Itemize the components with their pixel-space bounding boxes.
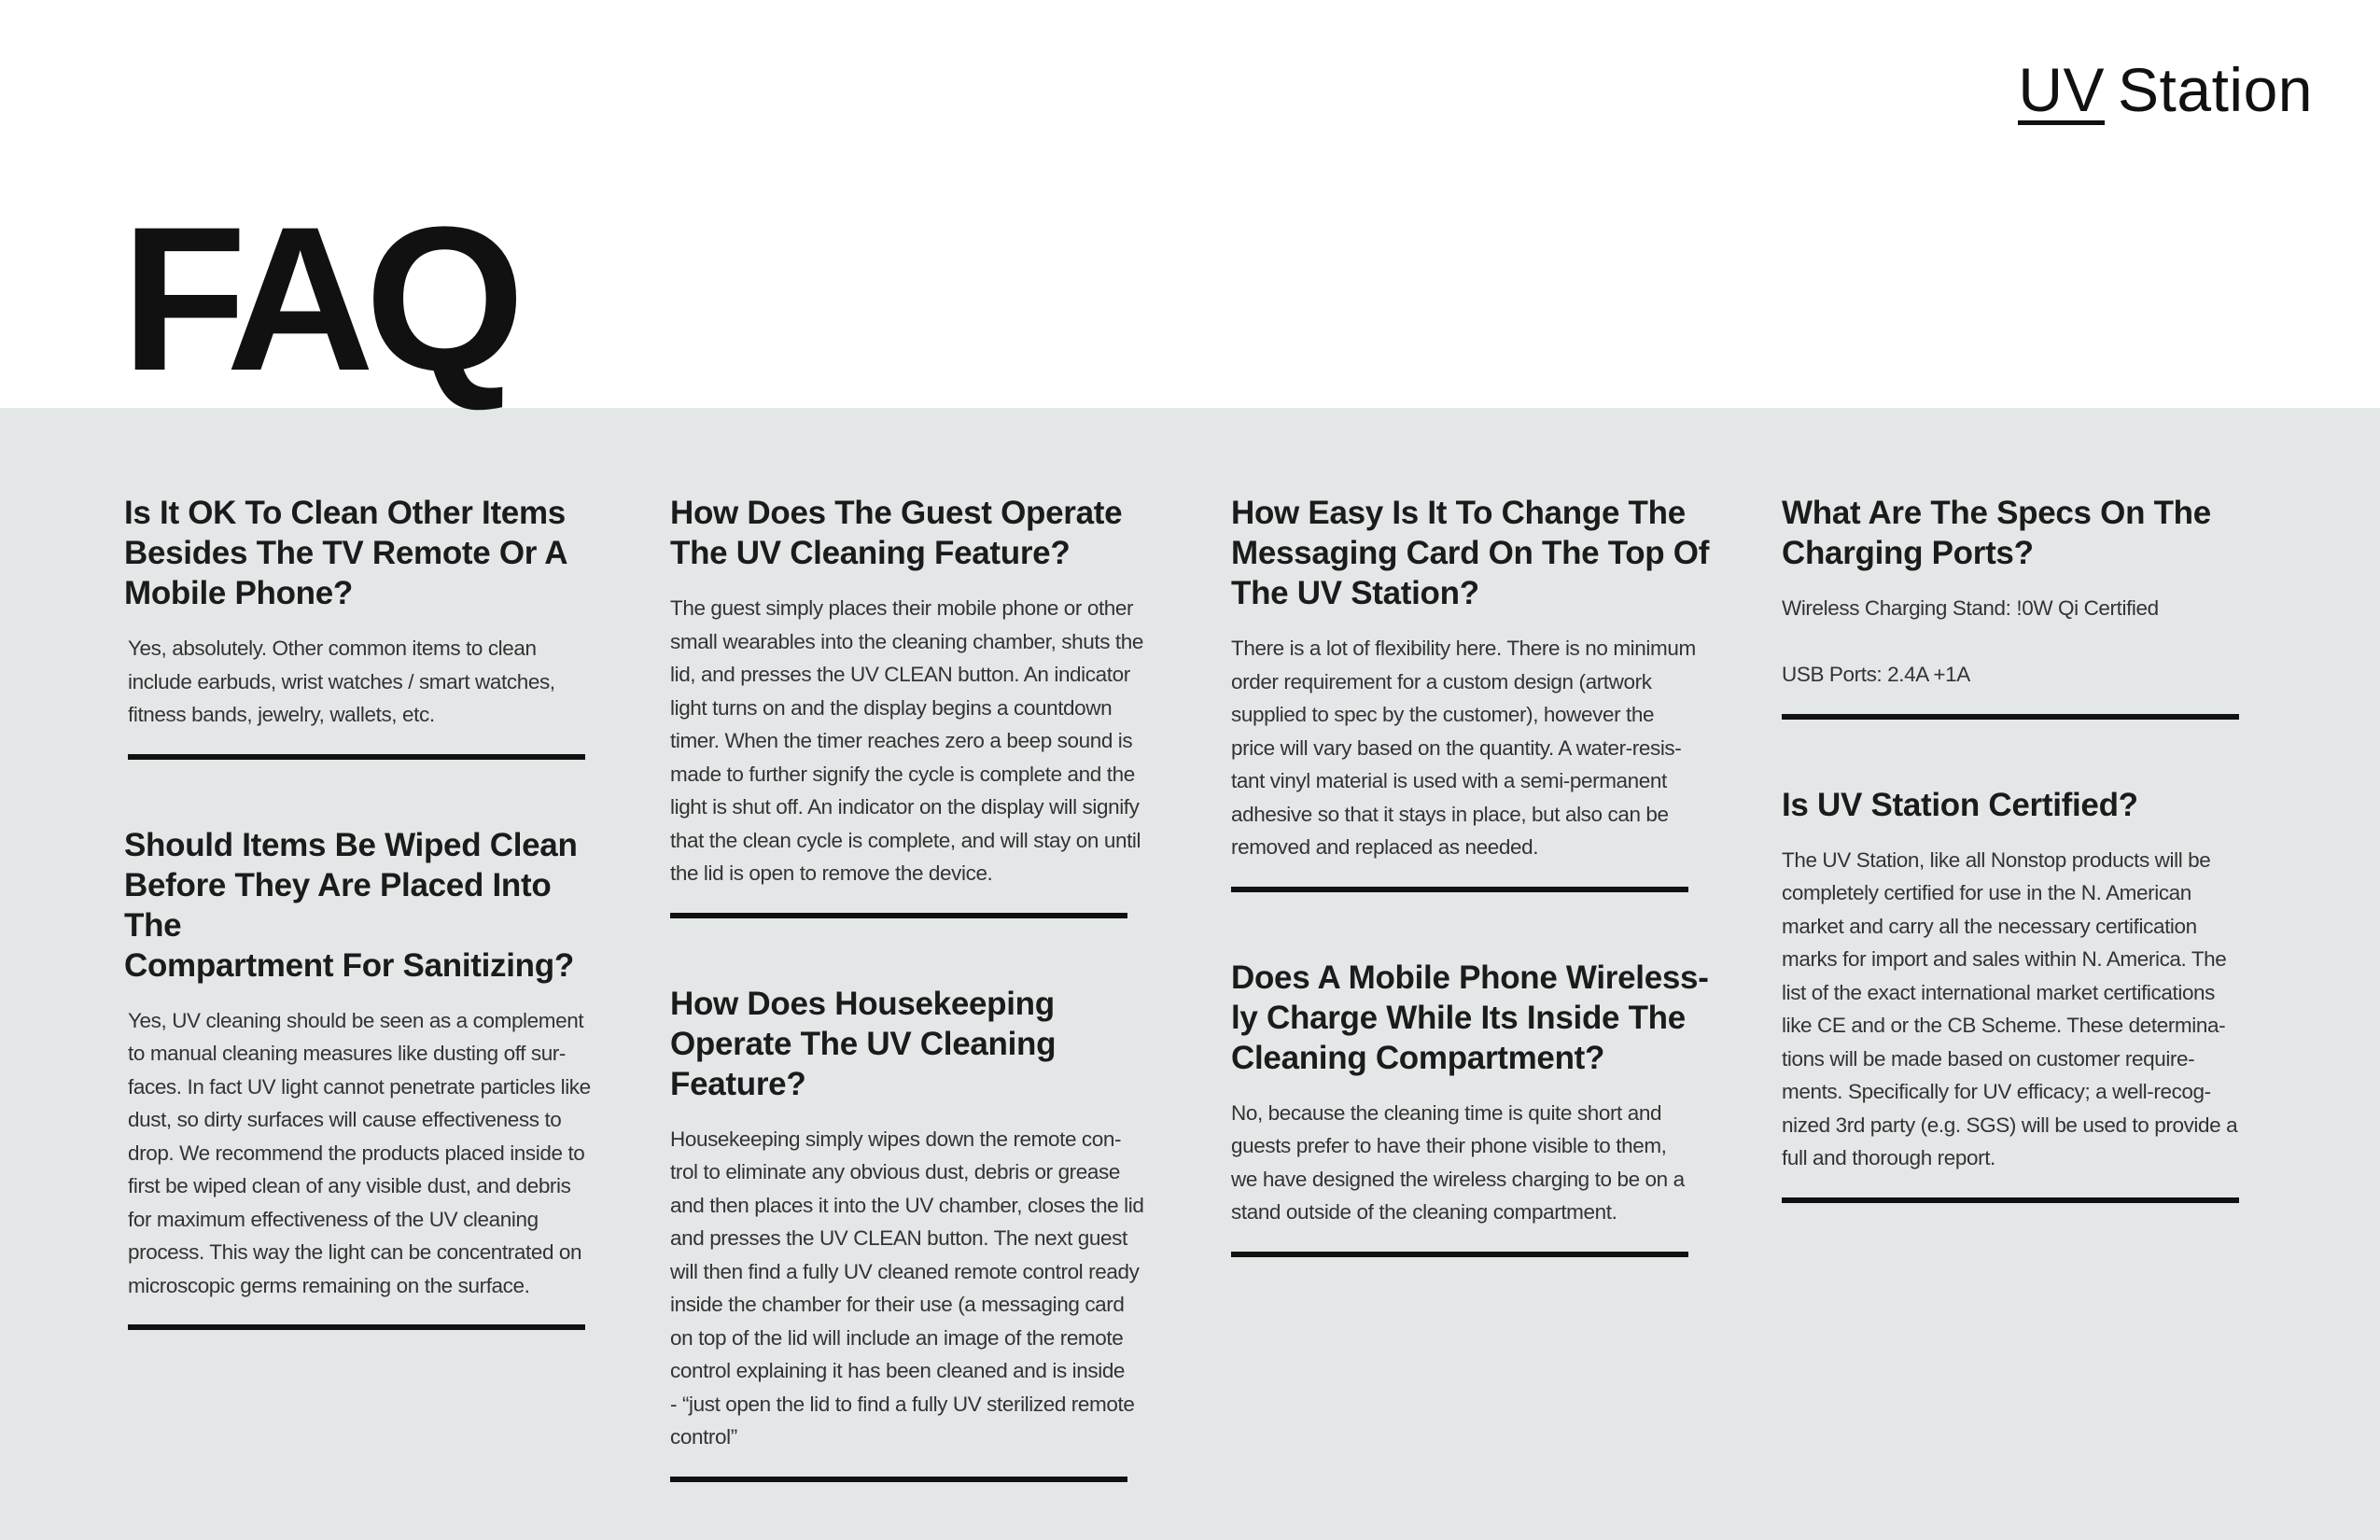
divider [670,1477,1127,1482]
faq-question: Is UV Station Certified? [1782,786,2138,823]
faq-question: Is It OK To Clean Other Items Besides The TV Remote Or A Mobile Phone? [124,495,568,611]
faq-column-1 [124,493,609,1395]
faq-question: How Does The Guest Operate The UV Cleaning Feature? [670,495,1123,571]
divider [1782,1197,2239,1203]
faq-answer: There is a lot of flexibility here. There is no minimum order requirement for a custom design (artwork supplied to spec by the customer), however the price will vary based on the quantity. A water-resis- tant vinyl material is used with a semi-permanent adhesive so that it stays in place, but also can be removed and replaced as needed. [1231,637,1696,859]
divider [1782,714,2239,720]
divider [128,754,585,760]
faq-answer: The guest simply places their mobile phone or other small wearables into the cleaning chamber, shuts the lid, and presses the UV CLEAN button. An indicator light turns on and the display begins a countdown timer. When the timer reaches zero a beep sound is made to further signify the cycle is complete and the light is shut off. An indicator on the display will signify that the clean cycle is complete, and will stay on until the lid is open to remove the device. [670,596,1143,885]
divider [1231,887,1688,892]
faq-item [1782,493,2267,720]
faq-answer: Yes, absolutely. Other common items to clean include earbuds, wrist watches / smart watches, fitness bands, jewelry, wallets, etc. [128,637,555,726]
brand-logo [2018,54,2313,125]
page-header [0,0,2380,413]
faq-question: How Easy Is It To Change The Messaging Card On The Top Of The UV Station? [1231,495,1710,611]
faq-column-3 [1231,493,1716,1323]
divider [128,1324,585,1330]
faq-item [670,493,1155,918]
faq-question: How Does Housekeeping Operate The UV Cleaning Feature? [670,985,1057,1102]
faq-item [670,984,1155,1482]
brand-station: Station [2118,55,2313,124]
faq-question: Should Items Be Wiped Clean Before They Are Placed Into The Compartment For Sanitizing? [124,826,578,984]
faq-question: Does A Mobile Phone Wireless- ly Charge While Its Inside The Cleaning Compartment? [1231,959,1709,1076]
faq-answer: The UV Station, like all Nonstop products will be completely certified for use in the N. American market and carry all the necessary certification marks for import and sales within N. America. The list of the exact international market certifications like CE and or the CB Scheme. These determina- tions will be made based on customer require- ments. Specifically for UV efficacy; a well-recog- nized 3rd party (e.g. SGS) will be used to provide a full and thorough report. [1782,847,2238,1169]
faq-column-2 [670,493,1155,1540]
divider [1231,1252,1688,1257]
page-title: FAQ [121,184,516,413]
faq-answer: Housekeeping simply wipes down the remote con- trol to eliminate any obvious dust, debris or grease and then places it into the UV chamber, closes the lid and presses the UV CLEAN button. The next guest will then find a fully UV cleaned remote control ready inside the chamber for their use (a messaging card on top of the lid will include an image of the remote control explaining it has been cleaned and is inside - “just open the lid to find a fully UV sterilized remote control” [670,1127,1144,1449]
faq-answer: Wireless Charging Stand: !0W Qi Certified USB Ports: 2.4A +1A [1782,596,2159,686]
faq-item [124,493,609,760]
faq-answer: Yes, UV cleaning should be seen as a complement to manual cleaning measures like dusting off sur- faces. In fact UV light cannot penetrate particles like dust, so dirty surfaces will cause effectiveness to drop. We recommend the products placed inside to first be wiped clean of any visible dust, and debris for maximum effectiveness of the UV cleaning process. This way the light can be concentrated on microscopic germs remaining on the surface. [128,1008,591,1297]
faq-item [124,825,609,1331]
faq-question: What Are The Specs On The Charging Ports? [1782,495,2211,571]
divider [670,913,1127,918]
faq-column-4 [1782,493,2267,1268]
faq-answer: No, because the cleaning time is quite short and guests prefer to have their phone visible to them, we have designed the wireless charging to be on a stand outside of the cleaning compartment. [1231,1100,1685,1224]
faq-item [1231,958,1716,1257]
faq-item [1782,785,2267,1203]
brand-uv: UV [2018,55,2106,124]
faq-item [1231,493,1716,892]
